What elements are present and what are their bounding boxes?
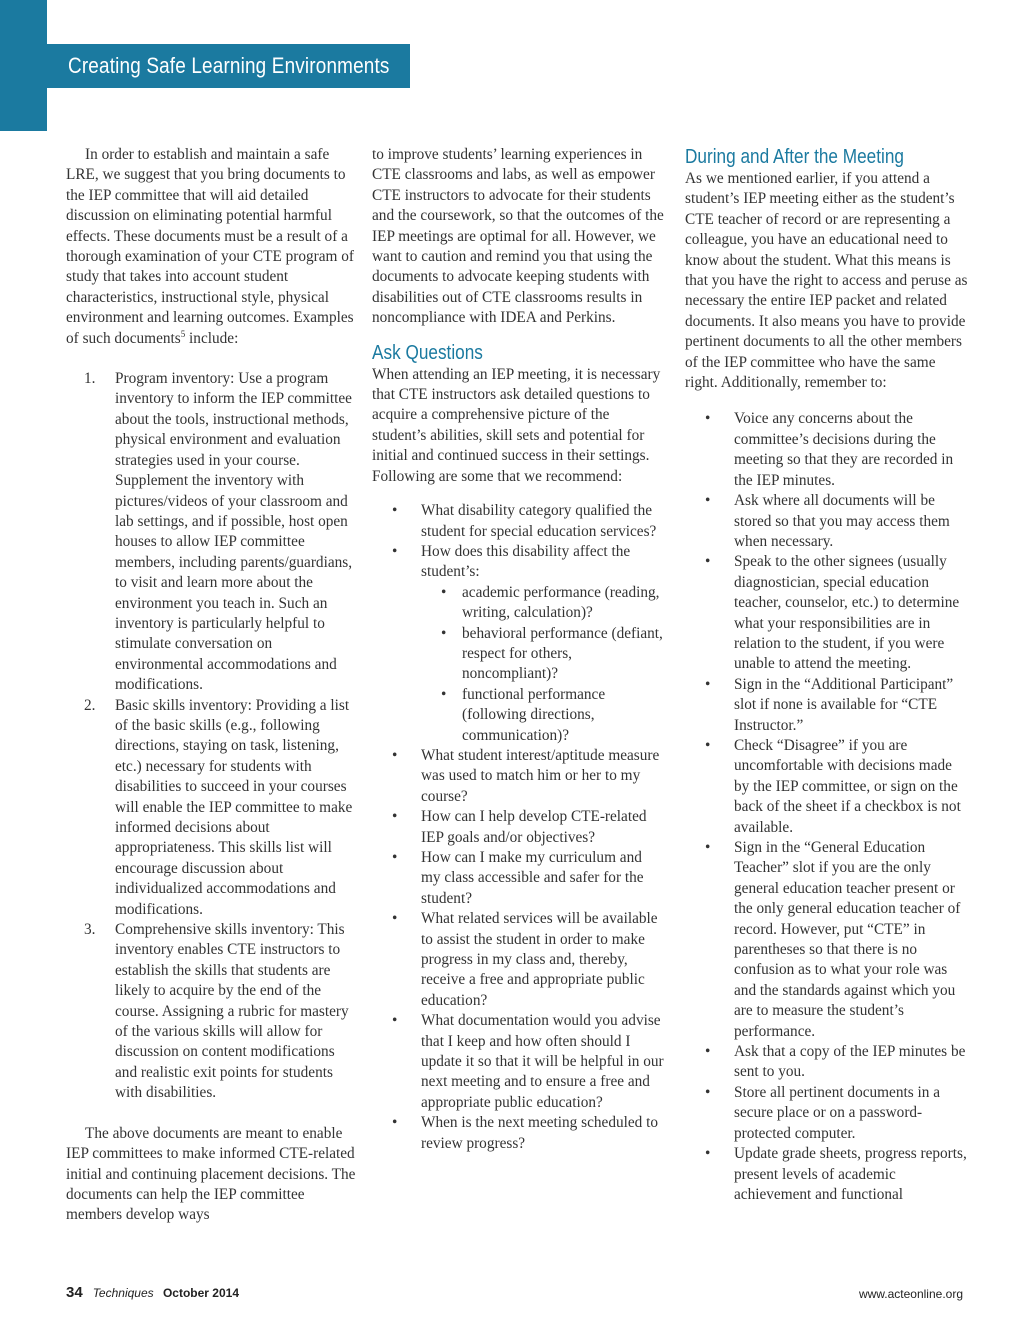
bullet-icon: • [441,685,447,703]
ask-questions-intro: When attending an IEP meeting, it is necessary that CTE instructors ask detailed questions to acquire a comprehensive picture of the student’s abilities, skill sets and potential for initial and continued success in their settings. Following are some that we recommend: [372,365,661,485]
during-after-intro: As we mentioned earlier, if you attend a student’s IEP meeting either as the student’s CTE teacher of record or are representing a colleague, you have an educational need to know about the student. What this means is that you have the right to access and peruse as necessary the entire IEP packet and related documents. It also means you have to provide pertinent documents to all the other members of the IEP committee who have the same right. Additionally, remember to: [685,170,968,392]
sub-list-item [421,685,664,746]
list-item-text: Comprehensive skills inventory: This inventory enables CTE instructors to establish the skills that students are likely to acquire by the end of the course. Assigning a rubric for mastery of the various skills will allow for discussion on content modifications and realistic exit points for students with disabilities. [115,921,349,1102]
list-item [685,838,970,1042]
bullet-icon: • [392,746,398,764]
reminder-text: Update grade sheets, progress reports, present levels of academic achievement and functional [734,1145,967,1203]
column-3 [685,145,970,1205]
list-item [685,552,970,674]
list-number: 2. [84,696,96,714]
list-item-text: Program inventory: Use a program inventory to inform the IEP committee about the tools, instructional methods, physical environment and evaluation strategies used in your course. Supplement the inventory with pictures/videos of your classroom and lab settings, and if possible, host open houses to allow IEP committee members, including parents/guardians, to visit and learn more about the environment you teach in. Such an inventory is particularly helpful to stimulate conversation on environmental accommodations and modifications. [115,370,353,694]
list-item [685,736,970,838]
bullet-icon: • [705,1043,711,1061]
bullet-icon: • [705,410,711,428]
question-text: How can I help develop CTE-related IEP goals and/or objectives? [421,808,647,846]
list-item [372,807,664,848]
bullet-icon: • [705,553,711,571]
question-text: What documentation would you advise that I keep and how often should I update it so that it will be helpful in our next meeting and to ensure a free and appropriate public education? [421,1012,664,1111]
bullet-icon: • [392,542,398,560]
bullet-icon: • [705,1145,711,1163]
issue-date: October 2014 [162,1286,240,1300]
reminder-text: Sign in the “Additional Participant” slot if none is available for “CTE Instructor.” [734,675,954,734]
closing-paragraph: The above documents are meant to enable IEP committees to make informed CTE-related initial and continuing placement decisions. The documents can help the IEP committee members develop ways [66,1124,356,1224]
reminder-text: Store all pertinent documents in a secure place or on a password-protected computer. [734,1083,941,1142]
list-item [372,909,664,1011]
sub-item-text: behavioral performance (defiant, respect for others, noncompliant)? [462,624,663,683]
sub-item-text: academic performance (reading, writing, calculation)? [462,583,660,622]
reminder-text: Check “Disagree” if you are uncomfortable with decisions made by the IEP committee, or sign on the back of the sheet if a checkbox is not available. [734,736,961,836]
list-item [372,848,664,909]
intro-text-end: include: [185,329,239,347]
list-item [685,1144,970,1205]
column-1 [66,145,356,1226]
bullet-icon: • [705,1083,711,1101]
question-text: When is the next meeting scheduled to review progress? [421,1114,659,1152]
bullet-icon: • [392,502,398,520]
question-text: How can I make my curriculum and my class accessible and safer for the student? [421,849,644,907]
questions-list [372,501,664,1154]
reminder-text: Voice any concerns about the committee’s decisions during the meeting so that they are recorded in the IEP minutes. [734,410,954,489]
page-footer [66,1284,239,1301]
question-text: What student interest/aptitude measure was used to match him or her to my course? [421,746,660,805]
list-number: 1. [84,370,96,388]
section-title-banner [47,44,410,88]
page-number: 34 [66,1284,83,1301]
bullet-icon: • [705,736,711,754]
continuation-paragraph: to improve students’ learning experiences in CTE classrooms and labs, as well as empower CTE instructors to advocate for their students and the coursework, so that the outcomes of the IEP meetings are optimal for all. However, we want to caution and remind you that using the documents to advocate keeping students with disabilities out of CTE classrooms results in noncompliance with IDEA and Perkins. [372,146,664,327]
reminder-text: Speak to the other signees (usually diagnostician, special education teacher, counselor, etc.) to determine what your responsibilities are in relation to the student, if you were unable to attend the meeting. [734,553,960,673]
list-item [372,1113,664,1154]
sub-list [421,583,664,746]
column-2 [372,145,664,1154]
website-url: www.acteonline.org [858,1287,963,1301]
sub-list-item [421,583,664,624]
during-after-heading: During and After the Meeting [685,146,904,168]
reminder-text: Sign in the “General Education Teacher” slot if you are the only general education teacher present or the only general education teacher of record. However, put “CTE” in parentheses so that there is no confusion as to what your role was and the standards against which you are to measure the student’s performance. [734,839,961,1040]
documents-list [66,369,356,1104]
bullet-icon: • [441,583,447,601]
reminder-text: Ask that a copy of the IEP minutes be sent to you. [734,1043,966,1081]
bullet-icon: • [392,1012,398,1030]
bullet-icon: • [392,1114,398,1132]
bullet-icon: • [441,624,447,642]
bullet-icon: • [392,910,398,928]
list-item [372,1011,664,1113]
list-item [372,746,664,807]
bullet-icon: • [392,849,398,866]
list-item [66,369,356,696]
footnote-marker: 5 [180,328,186,339]
reminders-list [685,409,970,1205]
sub-list-item [421,624,664,685]
bullet-icon: • [705,675,711,693]
ask-questions-heading: Ask Questions [372,341,483,364]
question-text: What related services will be available to assist the student in order to make progress in my class and, thereby, receive a free and appropriate public education? [421,910,658,1009]
publication-name: Techniques [92,1286,154,1300]
list-item-text: Basic skills inventory: Providing a list of the basic skills (e.g., following directions, staying on task, listening, etc.) necessary for students with disabilities to succeed in your courses will enable the IEP committee to make informed decisions about appropriateness. This skills list will encourage discussion about individualized accommodations and modifications. [115,696,353,918]
bullet-icon: • [392,808,398,826]
bullet-icon: • [705,492,711,510]
question-text: How does this disability affect the student’s: [421,542,631,581]
bullet-icon: • [705,839,711,856]
question-text: What disability category qualified the student for special education services? [421,502,657,540]
header-corner-block [0,0,47,131]
list-number: 3. [84,921,96,939]
list-item [372,501,664,542]
list-item [372,542,664,746]
list-item [66,696,356,920]
list-item [685,675,970,736]
intro-paragraph [66,145,356,349]
list-item [66,920,356,1104]
section-title: Creating Safe Learning Environments [68,53,390,78]
list-item [685,1042,970,1083]
list-item [685,491,970,552]
list-item [685,1083,970,1144]
sub-item-text: functional performance (following directions, communication)? [462,685,606,744]
list-item [685,409,970,491]
reminder-text: Ask where all documents will be stored so that you may access them when necessary. [734,492,950,550]
intro-text: In order to establish and maintain a safe LRE, we suggest that you bring documents to the IEP committee that will aid detailed discussion on eliminating potential harmful effects. These documents must be a result of a thorough examination of your CTE program of study that takes into account student characteristics, instructional style, physical environment and learning outcomes. Examples of such documents [66,146,355,347]
